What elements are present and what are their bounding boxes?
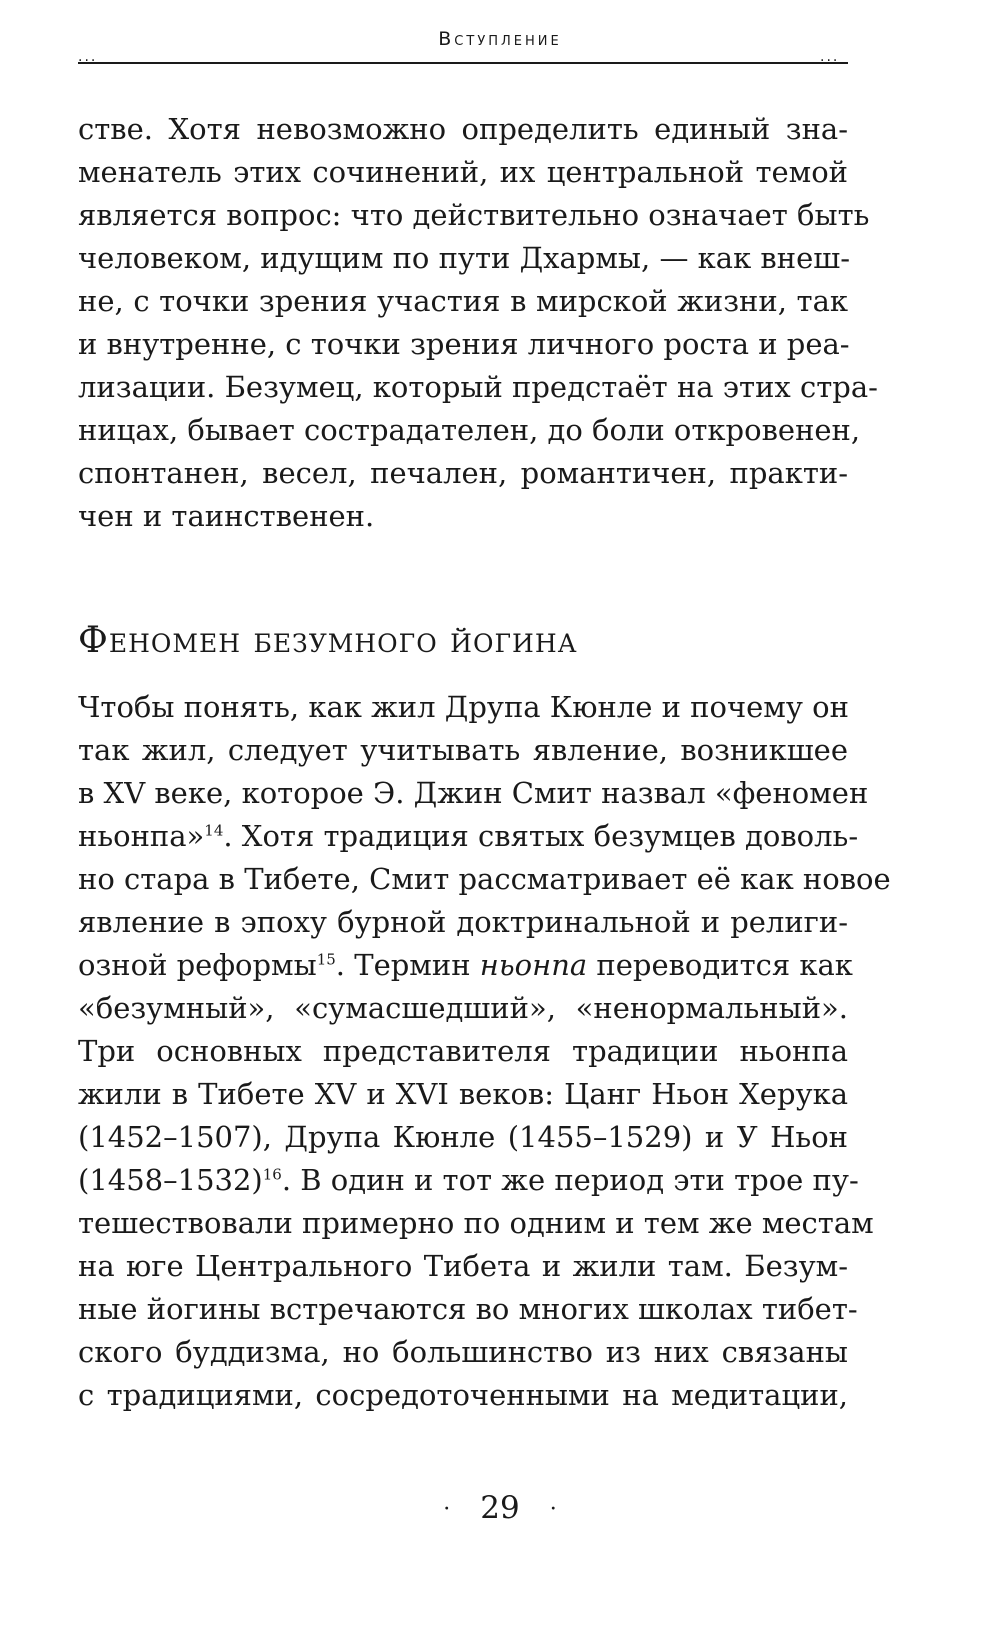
- text-fragment: (1458–1532): [78, 1163, 263, 1197]
- folio-dot-right: ·: [549, 1497, 557, 1522]
- text-line: спонтанен, весел, печален, романтичен, практи-: [78, 456, 848, 490]
- section-heading: Феномен безумного йогина: [78, 620, 578, 661]
- paragraph-main: [78, 686, 891, 1417]
- text-line: стве. Хотя невозможно определить единый зна-: [78, 112, 848, 146]
- text-line: Три основных представителя традиции ньонпа: [78, 1034, 848, 1068]
- head-rule: [78, 62, 848, 64]
- text-fragment: . В один и тот же период эти трое пу-: [281, 1163, 859, 1197]
- page-number-value: 29: [480, 1490, 520, 1526]
- text-line: явление в эпоху бурной доктринальной и религи-: [78, 905, 848, 939]
- footnote-ref-15: 15: [316, 950, 336, 969]
- text-fragment: озной реформы: [78, 948, 317, 982]
- text-line: но стара в Тибете, Смит рассматривает её как новое: [78, 862, 891, 896]
- text-line: в XV веке, которое Э. Джин Смит назвал «феномен: [78, 776, 869, 810]
- text-line: чен и таинственен.: [78, 499, 375, 533]
- head-dots-right: ···: [820, 53, 840, 69]
- text-line: Чтобы понять, как жил Друпа Кюнле и почему он: [78, 690, 849, 724]
- head-dots-left: ···: [78, 53, 98, 69]
- text-line: [78, 815, 859, 858]
- text-line: не, с точки зрения участия в мирской жизни, так: [78, 284, 848, 318]
- text-line: лизации. Безумец, который предстаёт на этих стра-: [78, 370, 878, 404]
- folio-dot-left: ·: [443, 1497, 451, 1522]
- footnote-ref-14: 14: [204, 821, 224, 840]
- footnote-ref-16: 16: [262, 1165, 282, 1184]
- text-line: ского буддизма, но большинство из них связаны: [78, 1335, 848, 1369]
- text-line: (1452–1507), Друпа Кюнле (1455–1529) и У Ньон: [78, 1120, 848, 1154]
- text-line: так жил, следует учитывать явление, возникшее: [78, 733, 848, 767]
- text-fragment: . Термин: [335, 948, 480, 982]
- page-number: [0, 1490, 1000, 1526]
- text-line: ные йогины встречаются во многих школах тибет-: [78, 1292, 858, 1326]
- running-head: Вступление: [438, 28, 562, 50]
- text-line: с традициями, сосредоточенными на медитации,: [78, 1378, 848, 1412]
- text-line: и внутренне, с точки зрения личного роста и реа-: [78, 327, 850, 361]
- text-line: является вопрос: что действительно означает быть: [78, 198, 870, 232]
- text-line: жили в Тибете XV и XVI веков: Цанг Ньон Херука: [78, 1077, 848, 1111]
- text-line: менатель этих сочинений, их центральной темой: [78, 155, 848, 189]
- text-fragment: . Хотя традиция святых безумцев доволь-: [223, 819, 859, 853]
- text-line: [78, 944, 853, 987]
- text-line: на юге Центрального Тибета и жили там. Безум-: [78, 1249, 848, 1283]
- text-line: человеком, идущим по пути Дхармы, — как внеш-: [78, 241, 850, 275]
- term-italic: ньонпа: [479, 948, 588, 982]
- paragraph-intro: [78, 108, 878, 538]
- text-fragment: ньонпа»: [78, 819, 205, 853]
- text-line: ницах, бывает сострадателен, до боли откровенен,: [78, 413, 861, 447]
- text-line: тешествовали примерно по одним и тем же местам: [78, 1206, 874, 1240]
- text-fragment: переводится как: [587, 948, 853, 982]
- text-line: [78, 1159, 859, 1202]
- text-line: «безумный», «сумасшедший», «ненормальный».: [78, 991, 848, 1025]
